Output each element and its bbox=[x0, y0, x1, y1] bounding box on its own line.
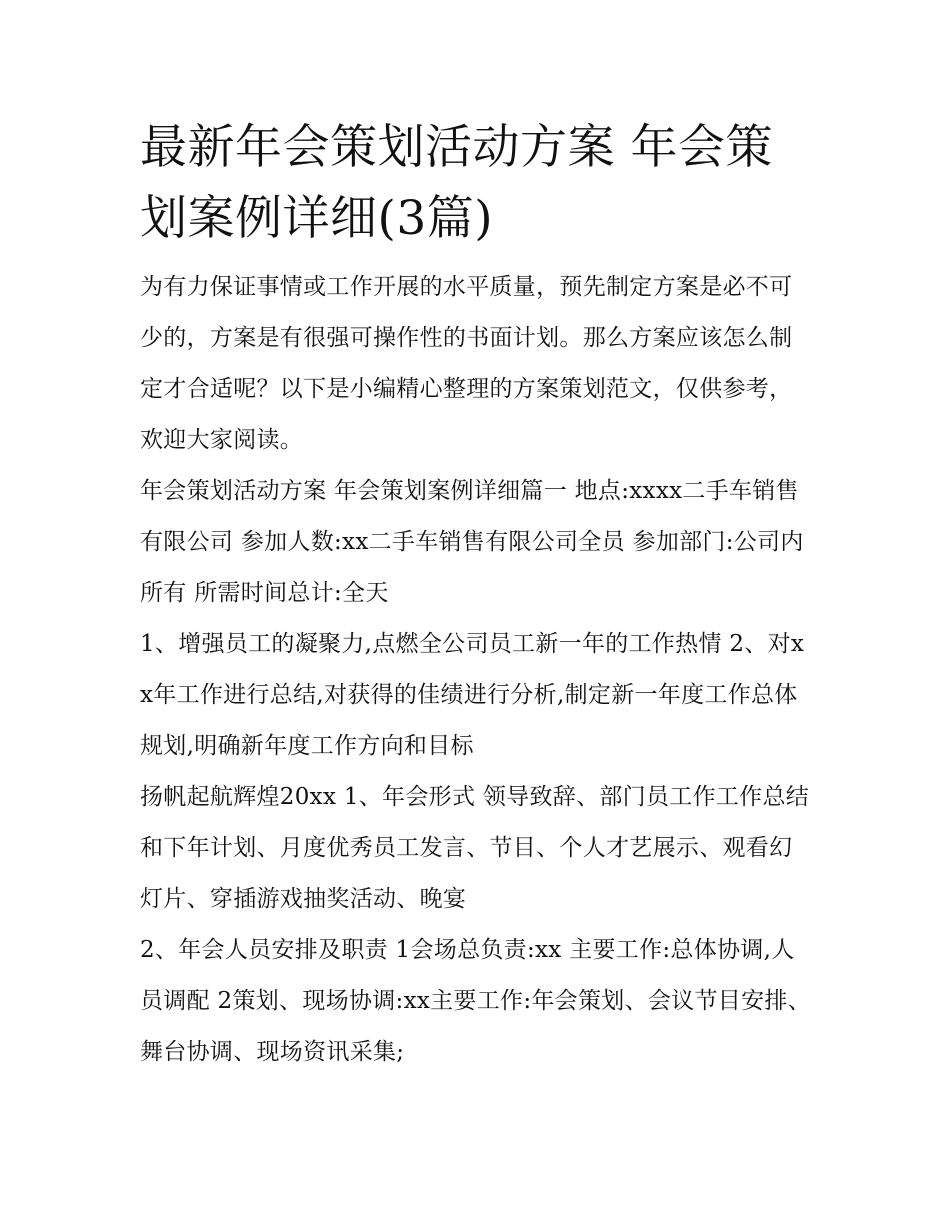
document-title: 最新年会策划活动方案 年会策划案例详细(3篇) bbox=[140, 120, 773, 246]
paragraph-objectives: 1、增强员工的凝聚力,点燃全公司员工新一年的工作热情 2、对xx年工作进行总结,对获得的佳绩进行分析,制定新一年度工作总体规划,明确新年度工作方向和目标 bbox=[140, 631, 805, 759]
intro-paragraph: 为有力保证事情或工作开展的水平质量，预先制定方案是必不可少的，方案是有很强可操作性的书面计划。那么方案应该怎么制定才合适呢？以下是小编精心整理的方案策划范文，仅供参考，欢迎大家阅读。 bbox=[140, 274, 793, 453]
document-content bbox=[140, 112, 815, 1078]
paragraph-format: 扬帆起航辉煌20xx 1、年会形式 领导致辞、部门员工作工作总结和下年计划、月度优秀员工发言、节目、个人才艺展示、观看幻灯片、穿插游戏抽奖活动、晚宴 bbox=[140, 784, 810, 912]
paragraph-staffing: 2、年会人员安排及职责 1会场总负责:xx 主要工作:总体协调,人员调配 2策划、现场协调:xx主要工作:年会策划、会议节目安排、舞台协调、现场资讯采集; bbox=[140, 937, 811, 1065]
paragraph-basic-info: 年会策划活动方案 年会策划案例详细篇一 地点:xxxx二手车销售有限公司 参加人数:xx二手车销售有限公司全员 参加部门:公司内所有 所需时间总计:全天 bbox=[140, 478, 804, 606]
